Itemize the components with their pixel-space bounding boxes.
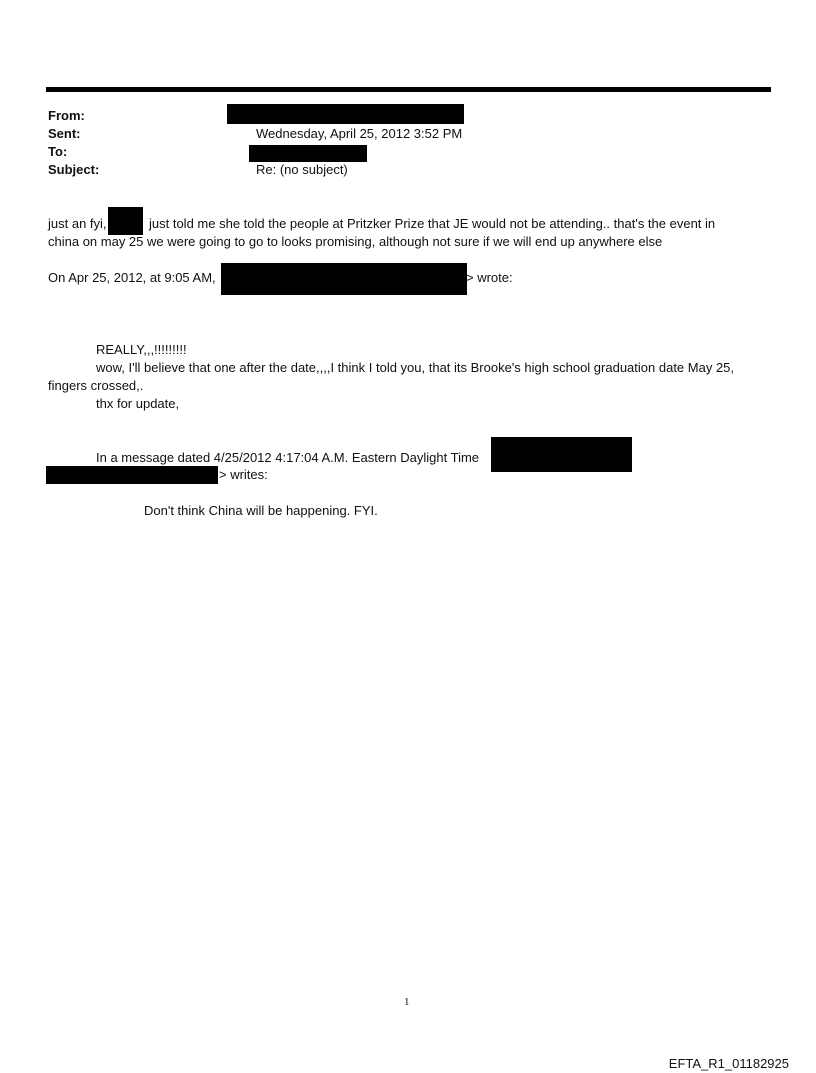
to-redaction xyxy=(249,145,367,162)
quote1-line-1: REALLY,,,!!!!!!!!! xyxy=(96,342,187,357)
quote1-sender-redaction xyxy=(221,263,467,295)
quote2-intro: In a message dated 4/25/2012 4:17:04 A.M. Eastern Daylight Time xyxy=(96,450,480,465)
from-redaction xyxy=(227,104,464,124)
sent-value: Wednesday, April 25, 2012 3:52 PM xyxy=(256,126,463,141)
header-divider-rule xyxy=(46,87,771,92)
body-line-1-rest: just told me she told the people at Pritzker Prize that JE would not be attending.. that's the event in xyxy=(149,216,716,231)
subject-label: Subject: xyxy=(48,162,100,177)
quote2-writes: > writes: xyxy=(219,467,268,482)
quote1-intro: On Apr 25, 2012, at 9:05 AM, xyxy=(48,270,216,285)
quote1-line-3: fingers crossed,. xyxy=(48,378,144,393)
quote2-line-1: Don't think China will be happening. FYI. xyxy=(144,503,378,518)
body-line-2: china on may 25 we were going to go to looks promising, although not sure if we will end up anywhere else xyxy=(48,234,663,249)
to-label: To: xyxy=(48,144,68,159)
body-name-redaction xyxy=(108,207,143,235)
quote2-sender-redaction-2 xyxy=(46,466,218,484)
quote1-wrote: > wrote: xyxy=(466,270,513,285)
page-number: 1 xyxy=(404,996,410,1008)
quote1-line-4: thx for update, xyxy=(96,396,180,411)
subject-value: Re: (no subject) xyxy=(256,162,348,177)
from-label: From: xyxy=(48,108,85,123)
quote1-line-2: wow, I'll believe that one after the date,,,,I think I told you, that its Brooke's high school graduation date May 25, xyxy=(96,360,735,375)
sent-label: Sent: xyxy=(48,126,81,141)
body-line-1-start: just an fyi, xyxy=(48,216,107,231)
document-id: EFTA_R1_01182925 xyxy=(668,1056,789,1071)
quote2-sender-redaction-1 xyxy=(491,437,632,472)
